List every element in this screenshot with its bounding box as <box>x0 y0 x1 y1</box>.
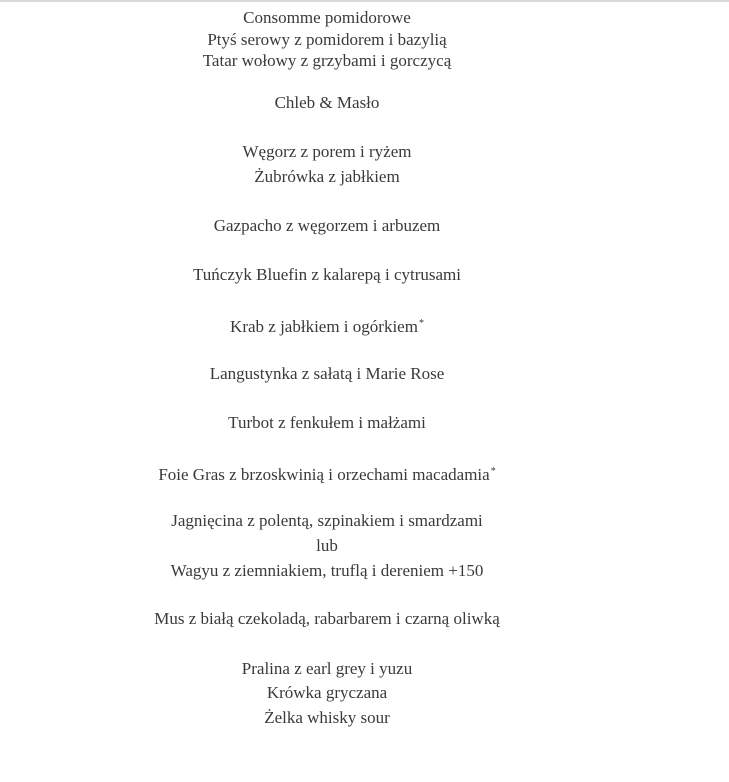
menu-item-text: Krab z jabłkiem i ogórkiem <box>230 317 418 336</box>
menu-item: Chleb & Masło <box>274 93 380 112</box>
footnote-mark: * <box>418 318 424 329</box>
menu-item: Tatar wołowy z grzybami i gorczycą <box>202 51 452 70</box>
menu-item: Jagnięcina z polentą, szpinakiem i smardzami <box>171 511 483 530</box>
menu-item: Langustynka z sałatą i Marie Rose <box>209 364 445 383</box>
menu-item: Turbot z fenkułem i małżami <box>228 413 426 432</box>
top-divider <box>0 0 729 2</box>
menu-item: Tuńczyk Bluefin z kalarepą i cytrusami <box>193 265 461 284</box>
menu-item: Pralina z earl grey i yuzu <box>241 659 413 678</box>
menu-item <box>0 461 654 486</box>
menu-item: Ptyś serowy z pomidorem i bazylią <box>207 30 447 49</box>
menu-item: Żelka whisky sour <box>264 708 390 727</box>
menu-item: Krówka gryczana <box>266 683 388 702</box>
menu-item: Żubrówka z jabłkiem <box>254 167 400 186</box>
footnote-mark: * <box>490 466 496 477</box>
menu-item: Consomme pomidorowe <box>243 8 411 27</box>
menu-item: Węgorz z porem i ryżem <box>242 142 412 161</box>
menu-item <box>0 313 654 338</box>
menu-item: Wagyu z ziemniakiem, truflą i dereniem +150 <box>170 561 484 580</box>
menu-item-separator: lub <box>316 536 338 555</box>
menu-item: Mus z białą czekoladą, rabarbarem i czarną oliwką <box>154 609 500 628</box>
menu-item-text: Foie Gras z brzoskwinią i orzechami macadamia <box>158 465 490 484</box>
menu-item: Gazpacho z węgorzem i arbuzem <box>213 216 441 235</box>
